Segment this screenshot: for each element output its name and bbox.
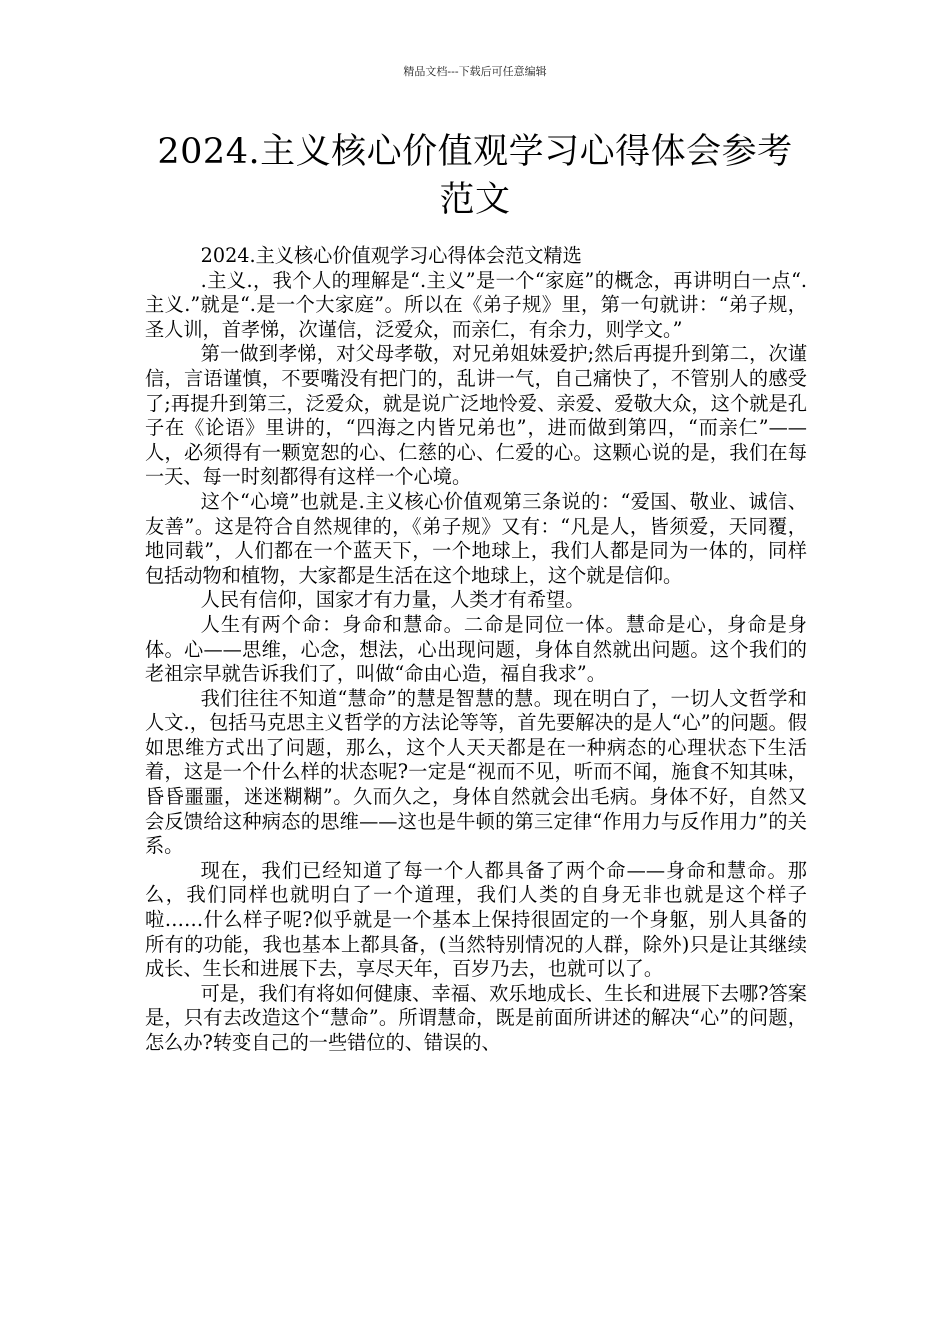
body-paragraph: 可是，我们有将如何健康、幸福、欢乐地成长、生长和进展下去哪?答案是，只有去改造这个“慧命”。所谓慧命，既是前面所讲述的解决“心”的问题，怎么办?转变自己的一些错位的、错误的、 bbox=[145, 981, 807, 1054]
body-paragraph: 这个“心境”也就是.主义核心价值观第三条说的：“爱国、敬业、诚信、友善”。这是符合自然规律的，《弟子规》又有：“凡是人，皆须爱，天同覆，地同载”，人们都在一个蓝天下，一个地球上，我们人都是同为一体的，同样包括动物和植物，大家都是生活在这个地球上，这个就是信仰。 bbox=[145, 489, 807, 587]
body-paragraph: 人生有两个命：身命和慧命。二命是同位一体。慧命是心，身命是身体。心——思维，心念，想法，心出现问题，身体自然就出问题。这个我们的老祖宗早就告诉我们了，叫做“命由心造，福自我求”。 bbox=[145, 612, 807, 686]
body-paragraph: 我们往往不知道“慧命”的慧是智慧的慧。现在明白了，一切人文哲学和人文.，包括马克思主义哲学的方法论等等，首先要解决的是人“心”的问题。假如思维方式出了问题，那么，这个人天天都是在一种病态的心理状态下生活着，这是一个什么样的状态呢?一定是“视而不见，听而不闻，施食不知其味，昏昏噩噩，迷迷糊糊”。久而久之，身体自然就会出毛病。身体不好，自然又会反馈给这种病态的思维——这也是牛顿的第三定律“作用力与反作用力”的关系。 bbox=[145, 686, 807, 858]
body-paragraph: 现在，我们已经知道了每一个人都具备了两个命——身命和慧命。那么，我们同样也就明白了一个道理，我们人类的自身无非也就是这个样子啦……什么样子呢?似乎就是一个基本上保持很固定的一个身躯，别人具备的所有的功能，我也基本上都具备，(当然特别情况的人群，除外)只是让其继续成长、生长和进展下去，享尽天年，百岁乃去，也就可以了。 bbox=[145, 858, 807, 981]
body-paragraph: 第一做到孝悌，对父母孝敬，对兄弟姐妹爱护;然后再提升到第二，次谨信，言语谨慎，不要嘴没有把门的，乱讲一气，自己痛快了，不管别人的感受了;再提升到第三，泛爱众，就是说广泛地怜爱、亲爱、爱敬大众，这个就是孔子在《论语》里讲的，“四海之内皆兄弟也”，进而做到第四，“而亲仁”——人，必须得有一颗宽恕的心、仁慈的心、仁爱的心。这颗心说的是，我们在每一天、每一时刻都得有这样一个心境。 bbox=[145, 342, 807, 489]
document-title: 2024.主义核心价值观学习心得体会参考范文 bbox=[157, 132, 793, 220]
body-paragraph: 人民有信仰，国家才有力量，人类才有希望。 bbox=[200, 588, 585, 612]
document-body bbox=[145, 244, 807, 1056]
body-paragraph: .主义.，我个人的理解是“.主义”是一个“家庭”的概念，再讲明白一点“.主义.”就是“.是一个大家庭”。所以在《弟子规》里，第一句就讲：“弟子规，圣人训，首孝悌，次谨信，泛爱众，而亲仁，有余力，则学文。” bbox=[145, 268, 807, 341]
page-header: 精品文档---下载后可任意编辑 bbox=[403, 65, 547, 78]
body-paragraph: 2024.主义核心价值观学习心得体会范文精选 bbox=[200, 244, 582, 267]
